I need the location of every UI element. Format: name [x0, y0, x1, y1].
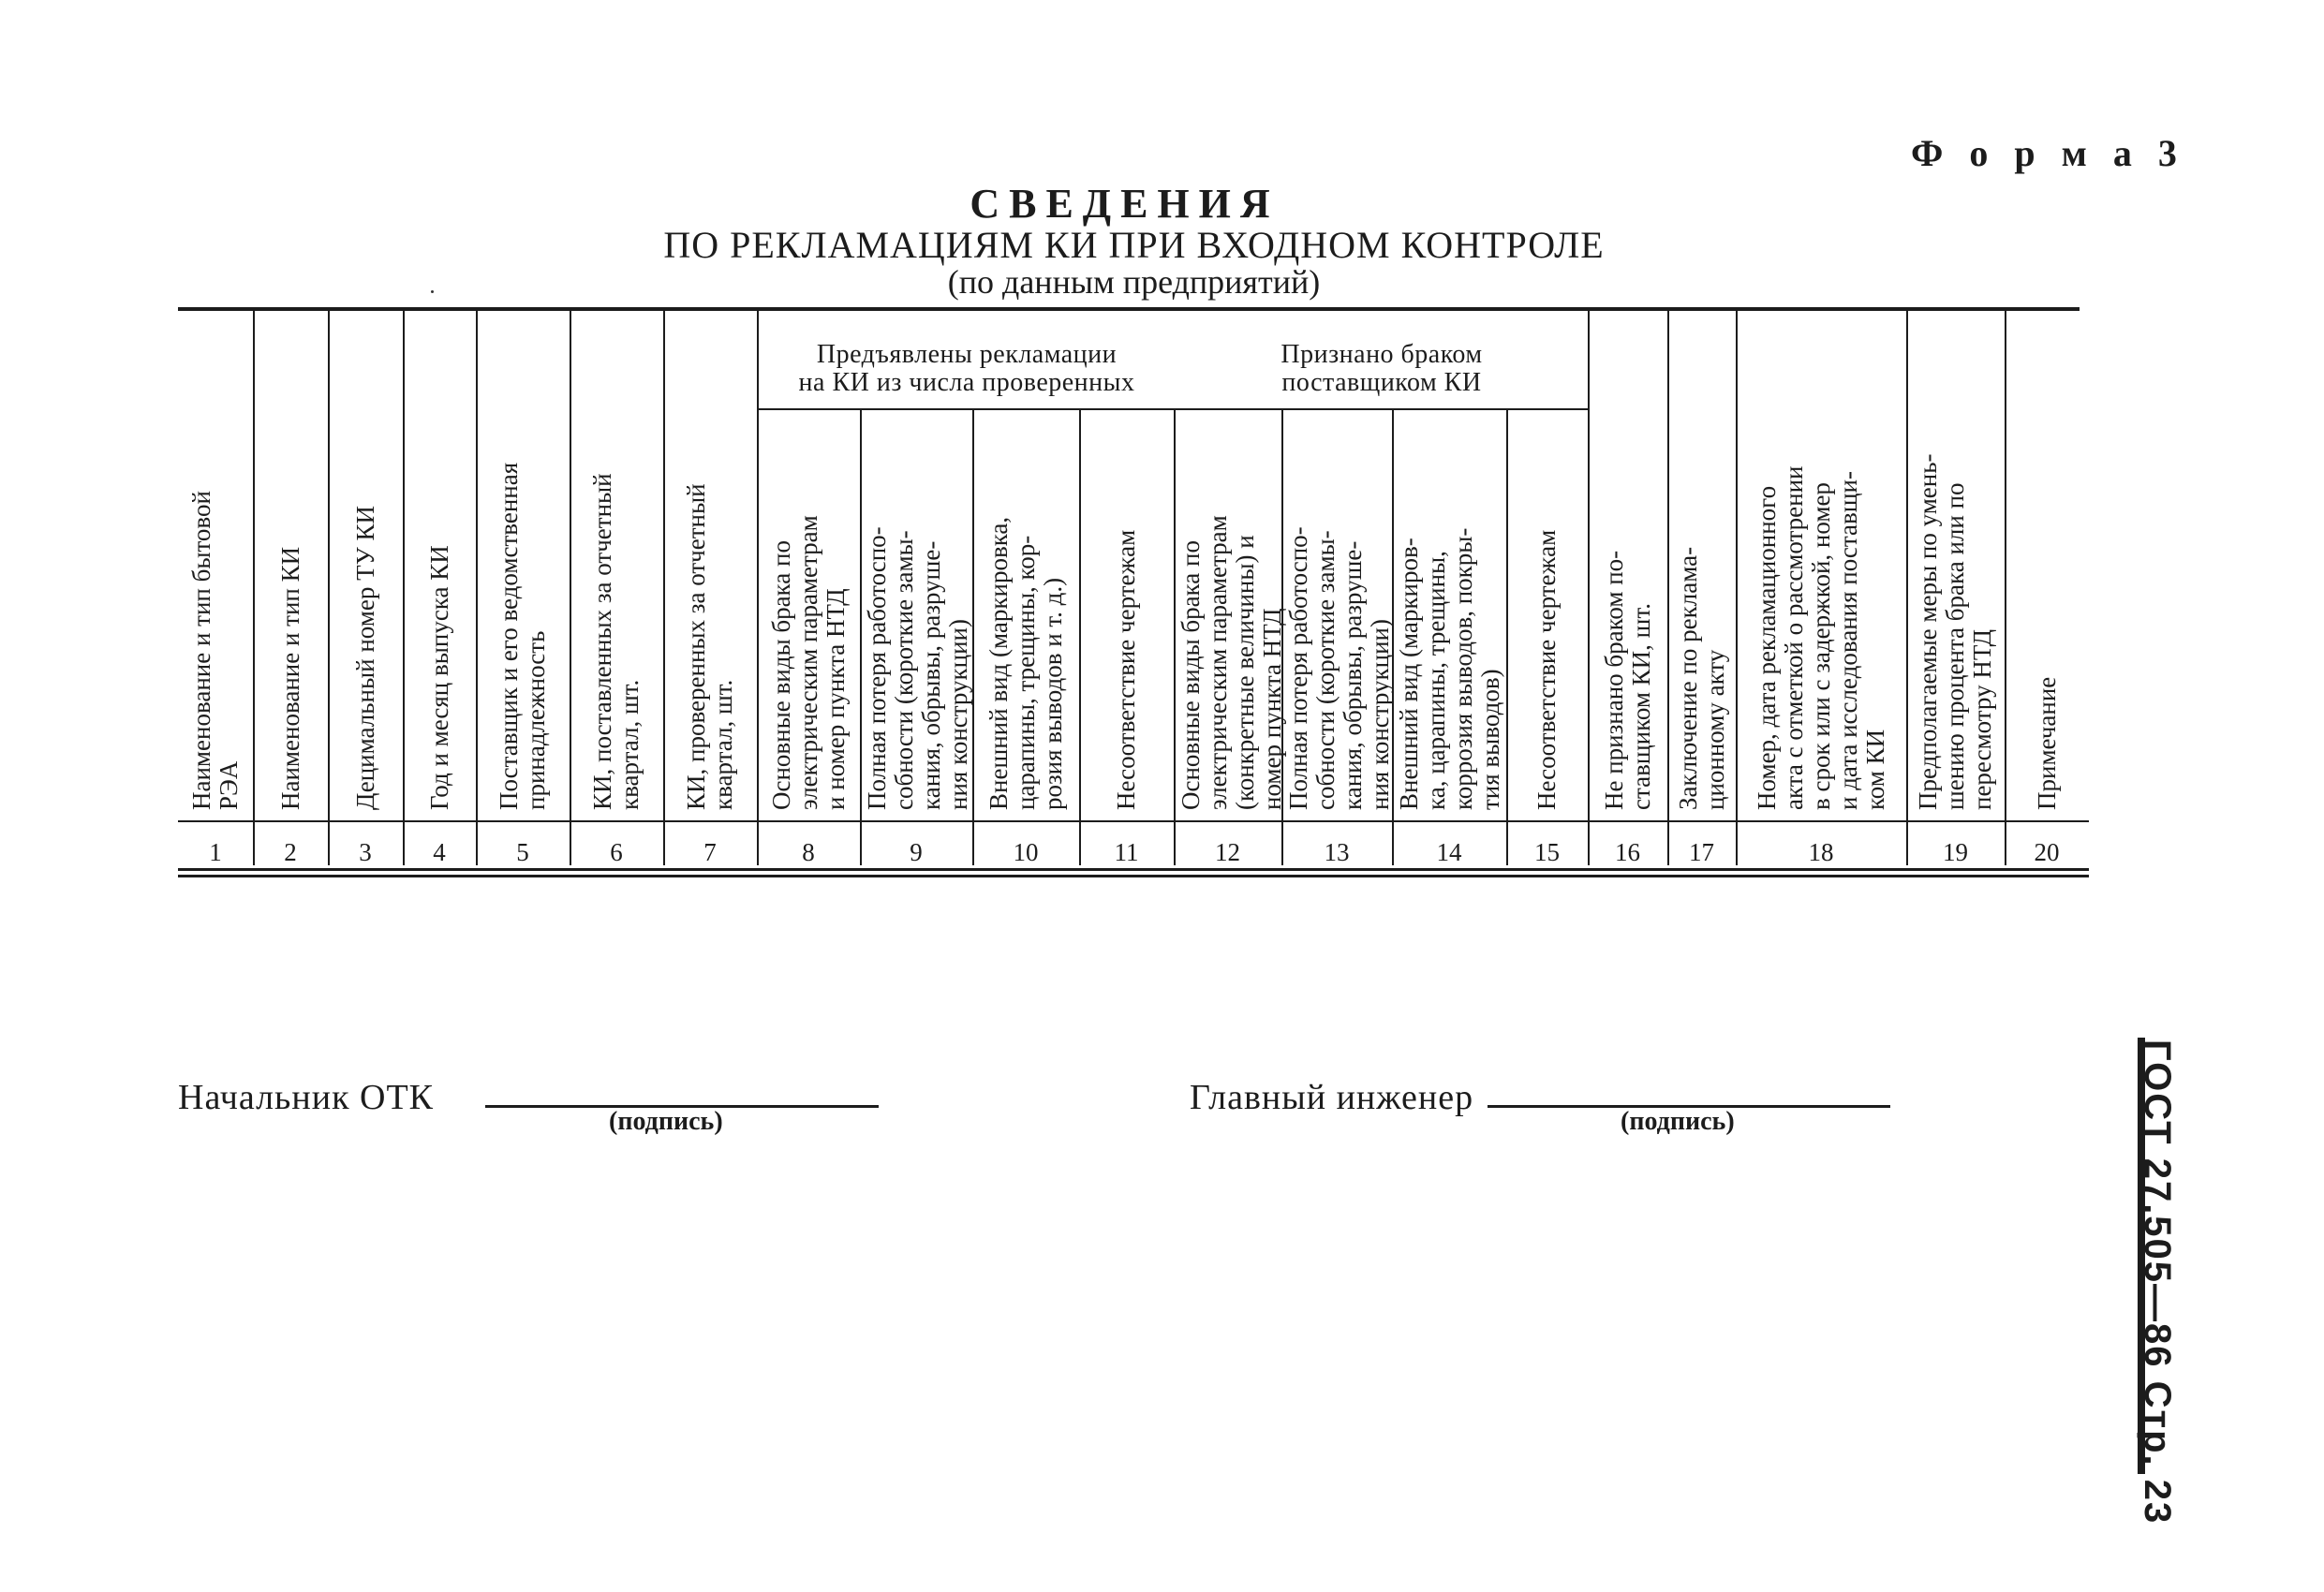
column-divider [1506, 410, 1508, 865]
column-number-12: 12 [1215, 838, 1240, 866]
table-bottom-rule-2 [178, 875, 2089, 877]
column-header-9: Полная потеря работоспо- собности (короткие замы- кания, обрывы, разруше- ния конструкции) [863, 526, 972, 810]
header-bottom-rule [178, 820, 2089, 822]
column-divider [2005, 307, 2006, 865]
column-header-13: Полная потеря работоспо- собности (короткие замы- кания, обрывы, разруше- ния конструкции) [1284, 526, 1394, 810]
column-header-5: Поставщик и его ведомственная принадлежность [495, 462, 550, 810]
column-number-3: 3 [359, 838, 372, 866]
column-divider [972, 410, 974, 865]
column-divider [1079, 410, 1081, 865]
group-header-recognized-defect: Признано браком поставщиком КИ [1280, 340, 1483, 397]
column-header-8: Основные виды брака по электрическим параметрам и номер пункта НТД [766, 515, 850, 810]
column-header-3: Децимальный номер ТУ КИ [350, 506, 379, 810]
column-divider [403, 307, 405, 865]
column-header-2: Наименование и тип КИ [275, 546, 304, 810]
source-note: (по данным предприятий) [947, 263, 1321, 301]
column-number-14: 14 [1436, 838, 1462, 866]
column-number-5: 5 [516, 838, 529, 866]
column-header-6: КИ, поставленных за отчетный квартал, шт. [588, 473, 644, 810]
column-divider [476, 307, 478, 865]
column-header-20: Примечание [2032, 676, 2061, 810]
document-title: СВЕДЕНИЯ [970, 181, 1280, 227]
column-number-7: 7 [703, 838, 717, 866]
group-header-claims-presented: Предъявлены рекламации на КИ из числа проверенных [798, 340, 1135, 397]
signature-caption-otk: (подпись) [609, 1107, 723, 1136]
claims-table [178, 300, 2098, 890]
form-label: Ф о р м а 3 [1911, 132, 2185, 174]
column-header-1: Наименование и тип бытовой РЭА [187, 491, 243, 810]
table-top-rule [178, 307, 2080, 311]
column-divider [1667, 307, 1669, 865]
column-divider [860, 410, 862, 865]
table-bottom-rule-1 [178, 868, 2089, 871]
column-header-14: Внешний вид (маркиров- ка, царапины, трещины, коррозия выводов, покры- тия выводов) [1395, 527, 1504, 810]
column-divider [1588, 307, 1590, 865]
group-underline-recognized [1174, 408, 1588, 410]
column-number-15: 15 [1534, 838, 1560, 866]
column-divider [1736, 307, 1738, 865]
column-divider [253, 307, 255, 865]
stray-dot [431, 290, 434, 293]
column-number-19: 19 [1943, 838, 1968, 866]
column-number-6: 6 [610, 838, 623, 866]
column-number-16: 16 [1615, 838, 1640, 866]
column-divider [757, 307, 759, 865]
signature-caption-chief-engineer: (подпись) [1621, 1107, 1735, 1136]
column-number-17: 17 [1689, 838, 1714, 866]
column-header-4: Год и месяц выпуска КИ [424, 545, 453, 810]
column-divider [1174, 410, 1176, 865]
document-subtitle: ПО РЕКЛАМАЦИЯМ КИ ПРИ ВХОДНОМ КОНТРОЛЕ [663, 224, 1605, 266]
column-number-4: 4 [433, 838, 446, 866]
column-number-11: 11 [1114, 838, 1139, 866]
column-number-18: 18 [1808, 838, 1834, 866]
column-divider [570, 307, 571, 865]
column-number-8: 8 [802, 838, 815, 866]
column-number-20: 20 [2034, 838, 2060, 866]
signature-label-chief-engineer: Главный инженер [1190, 1078, 1474, 1117]
group-underline-claims [757, 408, 1174, 410]
column-number-1: 1 [209, 838, 222, 866]
column-header-7: КИ, проверенных за отчетный квартал, шт. [682, 483, 737, 810]
column-number-13: 13 [1324, 838, 1350, 866]
column-divider [1906, 307, 1908, 865]
column-header-16: Не признано браком по- ставщиком КИ, шт. [1599, 550, 1655, 810]
column-header-12: Основные виды брака по электрическим параметрам (конкретные величины) и номер пункта НТД [1177, 515, 1286, 810]
column-header-19: Предполагаемые меры по умень- шению процента брака или по пересмотру НТД [1914, 453, 1996, 810]
signature-label-otk: Начальник ОТК [178, 1078, 435, 1117]
column-header-10: Внешний вид (маркировка, царапины, трещины, кор- розия выводов и т. д.) [984, 516, 1067, 810]
column-number-10: 10 [1013, 838, 1039, 866]
column-header-15: Несоответствие чертежам [1532, 529, 1561, 810]
column-number-9: 9 [910, 838, 923, 866]
column-header-18: Номер, дата рекламационного акта с отметкой о рассмотрении в срок или с задержкой, номер и дата исследования поставщи- ком КИ [1752, 465, 1889, 810]
column-header-17: Заключение по реклама- ционному акту [1673, 546, 1729, 810]
column-divider [663, 307, 665, 865]
side-mark: ГОСТ 27.505—86 Стр. 23 [2137, 1039, 2178, 1526]
column-divider [328, 307, 330, 865]
column-number-2: 2 [284, 838, 297, 866]
column-header-11: Несоответствие чертежам [1112, 529, 1140, 810]
